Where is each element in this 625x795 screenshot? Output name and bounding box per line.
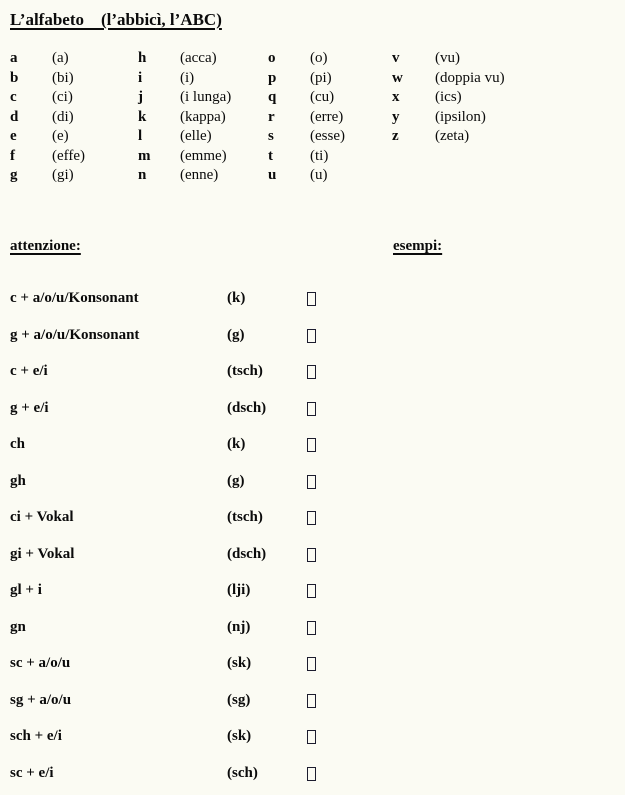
alphabet-letter-name: (erre) xyxy=(310,108,344,125)
rule-pronunciation: (sg) xyxy=(227,691,251,708)
alphabet-letter: r xyxy=(268,108,275,125)
rule-combination: gl + i xyxy=(10,582,42,598)
alphabet-table xyxy=(10,49,505,186)
alphabet-letter: o xyxy=(268,50,276,66)
alphabet-letter-name: (doppia vu) xyxy=(435,69,505,86)
missing-glyph-box-icon xyxy=(307,511,316,525)
alphabet-letter xyxy=(392,166,435,186)
rule-pronunciation: (g) xyxy=(227,472,245,489)
missing-glyph-box-icon xyxy=(307,767,316,781)
rule-combination: c + a/o/u/Konsonant xyxy=(10,290,139,306)
missing-glyph-box-icon xyxy=(307,292,316,306)
rule-example-cell xyxy=(307,655,316,676)
rule-example-cell xyxy=(307,546,316,567)
rule-example-cell xyxy=(307,436,316,457)
alphabet-letter: z xyxy=(392,128,399,144)
alphabet-letter-name: (ics) xyxy=(435,89,462,105)
rule-pronunciation: (k) xyxy=(227,436,246,452)
missing-glyph-box-icon xyxy=(307,329,316,343)
alphabet-letter-name: (di) xyxy=(52,108,74,125)
rule-example-cell xyxy=(307,692,316,713)
alphabet-letter-name: (vu) xyxy=(435,50,460,66)
rule-example-cell xyxy=(307,509,316,530)
alphabet-letter: k xyxy=(138,108,147,125)
missing-glyph-box-icon xyxy=(307,475,316,489)
alphabet-letter-name: (e) xyxy=(52,128,69,144)
alphabet-letter: x xyxy=(392,89,400,105)
rule-combination: gn xyxy=(10,618,26,635)
missing-glyph-box-icon xyxy=(307,438,316,452)
alphabet-letter: q xyxy=(268,89,277,105)
alphabet-letter: w xyxy=(392,69,403,86)
alphabet-letter: m xyxy=(138,147,151,164)
alphabet-letter-name: (esse) xyxy=(310,128,345,144)
alphabet-letter-name: (u) xyxy=(310,167,328,183)
rule-pronunciation: (tsch) xyxy=(227,363,263,379)
rule-pronunciation: (lji) xyxy=(227,582,251,598)
alphabet-letter: p xyxy=(268,69,277,86)
alphabet-letter: n xyxy=(138,167,147,183)
rule-combination: ci + Vokal xyxy=(10,509,74,525)
rule-combination: sc + e/i xyxy=(10,764,54,781)
rule-pronunciation: (sk) xyxy=(227,655,252,671)
rule-example-cell xyxy=(307,728,316,749)
rule-pronunciation: (sk) xyxy=(227,728,252,744)
alphabet-letter: t xyxy=(268,147,273,164)
rule-pronunciation: (dsch) xyxy=(227,545,267,562)
rule-example-cell xyxy=(307,619,316,640)
missing-glyph-box-icon xyxy=(307,657,316,671)
alphabet-letter-name: (i lunga) xyxy=(180,89,232,105)
missing-glyph-box-icon xyxy=(307,365,316,379)
rule-combination: g + a/o/u/Konsonant xyxy=(10,326,140,343)
alphabet-letter: g xyxy=(10,167,18,183)
rule-combination: gi + Vokal xyxy=(10,545,75,562)
rule-combination: g + e/i xyxy=(10,399,49,416)
rule-pronunciation: (tsch) xyxy=(227,509,263,525)
alphabet-letter-name: (ci) xyxy=(52,89,73,105)
alphabet-letter: a xyxy=(10,50,18,66)
alphabet-letter-name: (a) xyxy=(52,50,69,66)
alphabet-letter-name: (pi) xyxy=(310,69,332,86)
alphabet-letter-name: (i) xyxy=(180,69,195,86)
alphabet-letter: s xyxy=(268,128,274,144)
missing-glyph-box-icon xyxy=(307,584,316,598)
alphabet-letter: c xyxy=(10,89,17,105)
rule-pronunciation: (g) xyxy=(227,326,245,343)
alphabet-letter: u xyxy=(268,167,277,183)
rule-example-cell xyxy=(307,582,316,603)
rule-combination: sch + e/i xyxy=(10,728,62,744)
alphabet-letter: d xyxy=(10,108,19,125)
alphabet-letter-name: (kappa) xyxy=(180,108,226,125)
alphabet-letter-name: (o) xyxy=(310,50,328,66)
alphabet-letter-name: (bi) xyxy=(52,69,74,86)
missing-glyph-box-icon xyxy=(307,730,316,744)
alphabet-letter: h xyxy=(138,50,147,66)
rule-combination: sc + a/o/u xyxy=(10,655,71,671)
alphabet-letter-name: (enne) xyxy=(180,167,219,183)
rule-example-cell xyxy=(307,290,316,311)
alphabet-letter-name: (cu) xyxy=(310,89,335,105)
attention-heading: attenzione: xyxy=(10,238,81,254)
missing-glyph-box-icon xyxy=(307,402,316,416)
rule-combination: sg + a/o/u xyxy=(10,691,72,708)
rule-pronunciation: (sch) xyxy=(227,764,258,781)
alphabet-letter-name: (emme) xyxy=(180,147,227,164)
alphabet-letter-name: (ipsilon) xyxy=(435,108,486,125)
alphabet-letter xyxy=(392,147,435,167)
alphabet-letter: i xyxy=(138,69,143,86)
pronunciation-rules-list xyxy=(10,290,316,795)
rule-combination: ch xyxy=(10,436,25,452)
alphabet-letter: f xyxy=(10,147,15,164)
alphabet-letter: b xyxy=(10,69,19,86)
missing-glyph-box-icon xyxy=(307,548,316,562)
alphabet-letter-name: (ti) xyxy=(310,147,329,164)
rule-pronunciation: (dsch) xyxy=(227,399,267,416)
alphabet-letter-name xyxy=(435,147,505,167)
rule-example-cell xyxy=(307,400,316,421)
missing-glyph-box-icon xyxy=(307,694,316,708)
alphabet-letter-name: (zeta) xyxy=(435,128,470,144)
page-title: L’alfabeto (l’abbicì, l’ABC) xyxy=(10,10,222,29)
alphabet-letter-name: (acca) xyxy=(180,50,217,66)
rule-combination: c + e/i xyxy=(10,363,48,379)
rule-example-cell xyxy=(307,363,316,384)
rule-combination: gh xyxy=(10,472,26,489)
alphabet-letter-name: (gi) xyxy=(52,167,74,183)
rule-pronunciation: (k) xyxy=(227,290,246,306)
examples-heading: esempi: xyxy=(393,238,443,254)
alphabet-letter: e xyxy=(10,128,17,144)
rule-pronunciation: (nj) xyxy=(227,618,251,635)
alphabet-letter-name xyxy=(435,166,505,186)
alphabet-letter-name: (elle) xyxy=(180,128,212,144)
alphabet-letter: l xyxy=(138,128,143,144)
missing-glyph-box-icon xyxy=(307,621,316,635)
rule-example-cell xyxy=(307,473,316,494)
alphabet-letter-name: (effe) xyxy=(52,147,86,164)
rule-example-cell xyxy=(307,327,316,348)
rule-example-cell xyxy=(307,765,316,786)
alphabet-letter: j xyxy=(138,89,143,105)
alphabet-letter: v xyxy=(392,50,400,66)
alphabet-letter: y xyxy=(392,108,400,125)
